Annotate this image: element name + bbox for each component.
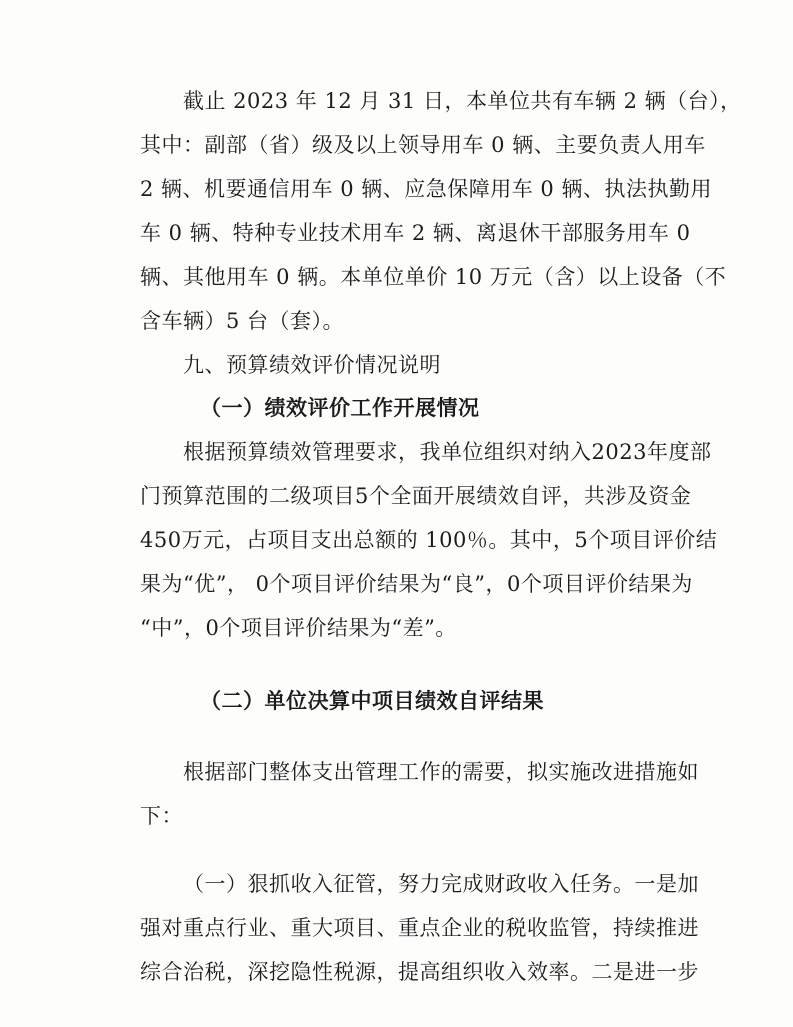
paragraph-line: （一）狠抓收入征管，努力完成财政收入任务。一是加 — [183, 872, 699, 896]
paragraph-line: 含车辆）5 台（套）。 — [140, 309, 345, 333]
paragraph-line: 辆、其他用车 0 辆。本单位单价 10 万元（含）以上设备（不 — [140, 265, 727, 289]
paragraph-line: 450万元，占项目支出总额的 100％。其中，5个项目评价结 — [140, 528, 718, 552]
subsection-heading: （二）单位决算中项目绩效自评结果 — [200, 688, 544, 713]
paragraph-line: 根据部门整体支出管理工作的需要，拟实施改进措施如 — [183, 760, 699, 784]
section-heading: 九、预算绩效评价情况说明 — [183, 353, 441, 377]
paragraph-line: 综合治税，深挖隐性税源，提高组织收入效率。二是进一步 — [140, 960, 699, 984]
paragraph-line: 强对重点行业、重大项目、重点企业的税收监管，持续推进 — [140, 916, 699, 940]
paragraph-line: 车 0 辆、特种专业技术用车 2 辆、离退休干部服务用车 0 — [140, 221, 691, 245]
paragraph-line: 下： — [140, 804, 183, 828]
paragraph-line: 门预算范围的二级项目5个全面开展绩效自评，共涉及资金 — [140, 484, 692, 508]
paragraph-line: “中”，0个项目评价结果为“差”。 — [140, 616, 457, 640]
paragraph-line: 其中：副部（省）级及以上领导用车 0 辆、主要负责人用车 — [140, 133, 706, 157]
subsection-heading: （一）绩效评价工作开展情况 — [200, 395, 480, 420]
paragraph-line: 果为“优”， 0个项目评价结果为“良”，0个项目评价结果为 — [140, 572, 693, 596]
paragraph-line: 2 辆、机要通信用车 0 辆、应急保障用车 0 辆、执法执勤用 — [140, 177, 712, 201]
paragraph-line: 截止 2023 年 12 月 31 日，本单位共有车辆 2 辆（台）， — [183, 89, 742, 113]
paragraph-line: 根据预算绩效管理要求，我单位组织对纳入2023年度部 — [183, 440, 712, 464]
